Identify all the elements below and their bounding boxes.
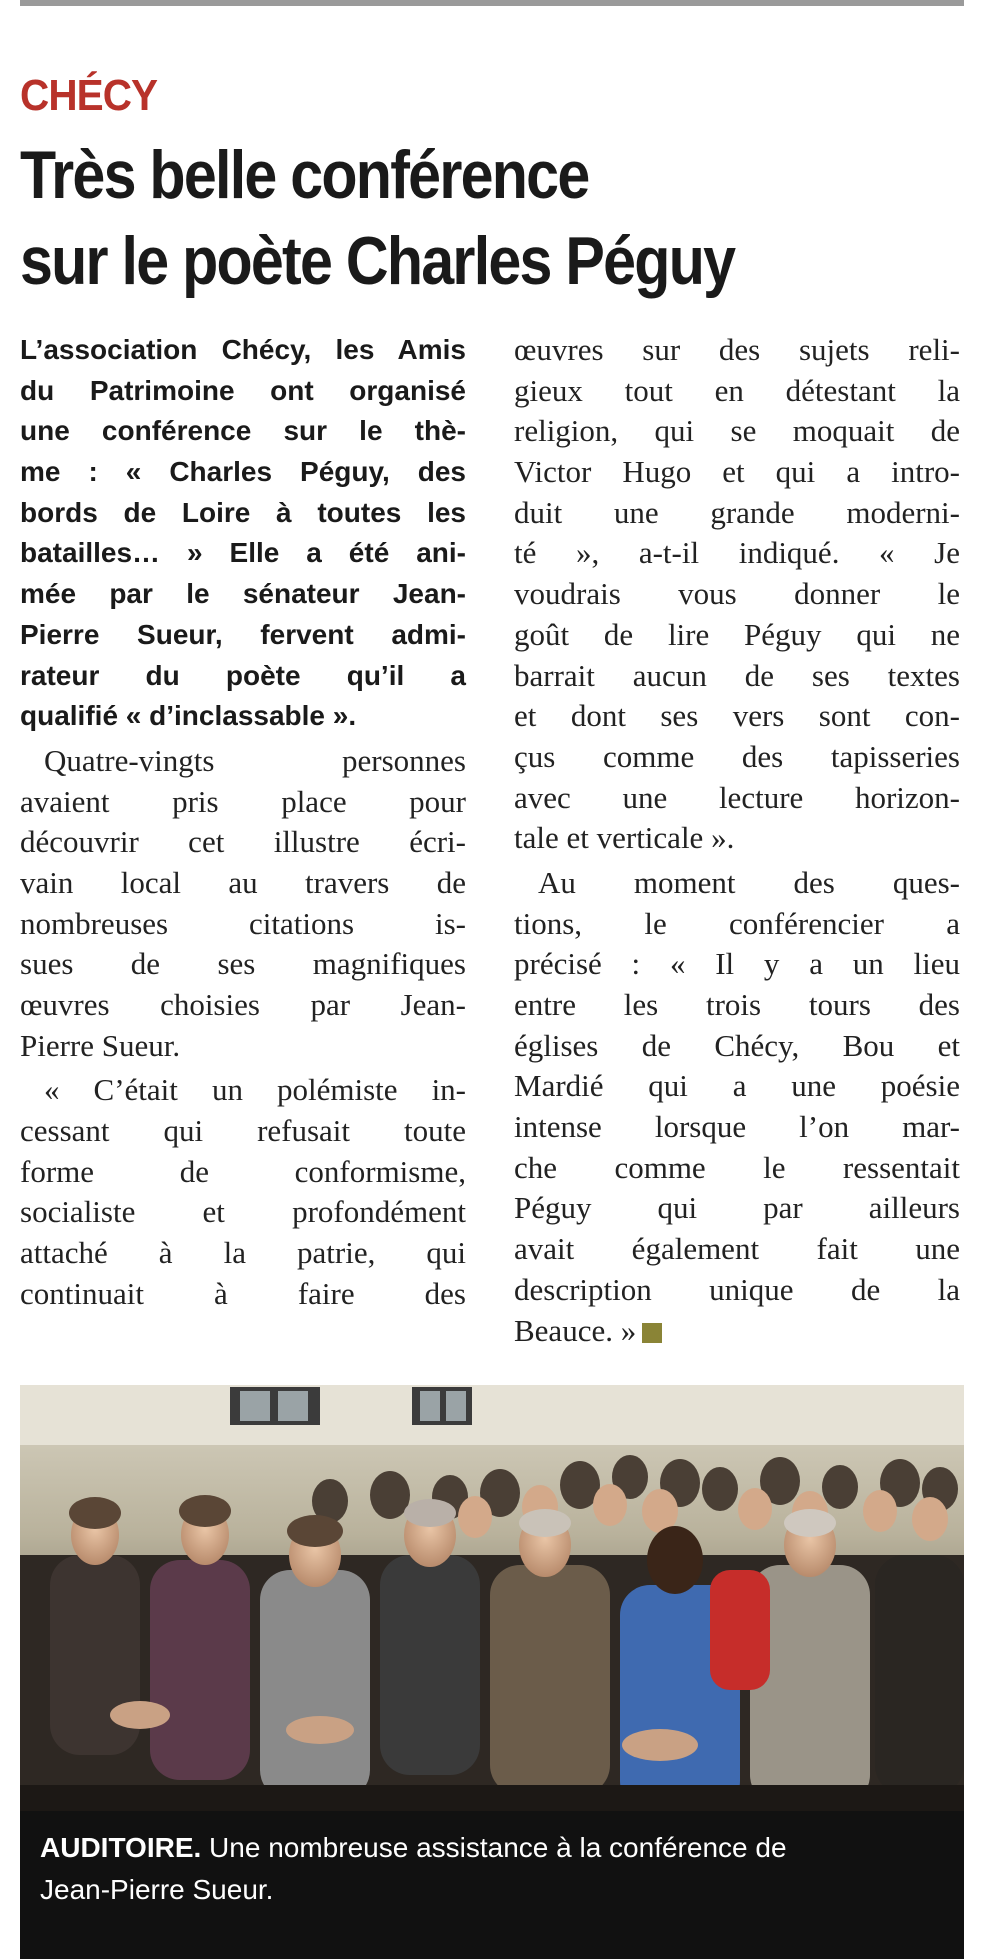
text-line: Mardié qui a une poésie bbox=[514, 1068, 960, 1104]
text-line: précisé : « Il y a un lieu bbox=[514, 946, 960, 982]
text-line: attaché à la patrie, qui bbox=[20, 1235, 466, 1271]
section-kicker: CHÉCY bbox=[20, 71, 158, 120]
lead-paragraph bbox=[20, 330, 466, 737]
text-line: mée par le sénateur Jean- bbox=[20, 578, 466, 610]
text-line: gieux tout en détestant la bbox=[514, 372, 960, 408]
text-line: sues de ses magnifiques bbox=[20, 946, 466, 982]
text-line: églises de Chécy, Bou et bbox=[514, 1027, 960, 1063]
text-line: « C’était un polémiste in- bbox=[44, 1072, 466, 1108]
text-line: socialiste et profondément bbox=[20, 1194, 466, 1230]
text-line: batailles… » Elle a été ani- bbox=[20, 537, 466, 569]
left-column bbox=[20, 330, 466, 1315]
text-line: et dont ses vers sont con- bbox=[514, 698, 960, 734]
caption-line bbox=[40, 1827, 950, 1869]
end-of-article-mark bbox=[642, 1323, 662, 1343]
text-line: découvrir cet illustre écri- bbox=[20, 824, 466, 860]
text-line: rateur du poète qu’il a bbox=[20, 659, 466, 691]
text-line: voudrais vous donner le bbox=[514, 576, 960, 612]
text-line: Victor Hugo et qui a intro- bbox=[514, 454, 960, 490]
text-line: intense lorsque l’on mar- bbox=[514, 1109, 960, 1145]
text-line: vain local au travers de bbox=[20, 864, 466, 900]
text-line: entre les trois tours des bbox=[514, 987, 960, 1022]
text-line: Au moment des ques- bbox=[538, 864, 960, 900]
headline-line: sur le poète Charles Péguy bbox=[20, 223, 735, 299]
text-line: forme de conformisme, bbox=[20, 1153, 466, 1189]
text-line: œuvres choisies par Jean- bbox=[20, 987, 466, 1022]
text-line: duit une grande moderni- bbox=[514, 494, 960, 530]
top-rule bbox=[20, 0, 964, 6]
text-line: çus comme des tapisseries bbox=[514, 738, 960, 774]
text-line: cessant qui refusait toute bbox=[20, 1113, 466, 1149]
body-paragraph bbox=[514, 330, 960, 859]
text-line: avait également fait une bbox=[514, 1231, 960, 1267]
text-line: té », a-t-il indiqué. « Je bbox=[514, 535, 960, 571]
article-headline bbox=[20, 132, 890, 304]
text-line: che comme le ressentait bbox=[514, 1149, 960, 1185]
text-line: avec une lecture horizon- bbox=[514, 779, 960, 815]
text-line bbox=[514, 1311, 960, 1352]
text-line: avaient pris place pour bbox=[20, 783, 466, 819]
text-line: qualifié « d’inclassable ». bbox=[20, 700, 357, 732]
text-line: tale et verticale ». bbox=[514, 820, 735, 856]
text-line: Pierre Sueur, fervent admi- bbox=[20, 618, 466, 650]
text-line: du Patrimoine ont organisé bbox=[20, 374, 466, 406]
text-line: goût de lire Péguy qui ne bbox=[514, 616, 960, 652]
right-column bbox=[514, 330, 960, 1351]
caption-label: AUDITOIRE. bbox=[40, 1832, 202, 1863]
photo-caption bbox=[40, 1827, 950, 1911]
text-line: Quatre-vingts personnes bbox=[44, 742, 466, 778]
body-paragraph bbox=[514, 863, 960, 1351]
text-line: religion, qui se moquait de bbox=[514, 413, 960, 449]
final-text: Beauce. » bbox=[514, 1312, 637, 1348]
audience-photo bbox=[20, 1385, 964, 1811]
text-line: Pierre Sueur. bbox=[20, 1027, 181, 1063]
body-paragraph bbox=[20, 1070, 466, 1314]
body-paragraph bbox=[20, 741, 466, 1067]
text-line: tions, le conférencier a bbox=[514, 905, 960, 941]
text-line: description unique de la bbox=[514, 1271, 960, 1307]
photo-block bbox=[20, 1385, 964, 1959]
text-line: Péguy qui par ailleurs bbox=[514, 1190, 960, 1226]
caption-line: Jean-Pierre Sueur. bbox=[40, 1874, 274, 1905]
text-line: L’association Chécy, les Amis bbox=[20, 334, 466, 365]
text-line: me : « Charles Péguy, des bbox=[20, 456, 466, 488]
text-line: continuait à faire des bbox=[20, 1275, 466, 1311]
text-line: une conférence sur le thè- bbox=[20, 415, 466, 447]
text-line: barrait aucun de ses textes bbox=[514, 657, 960, 693]
text-line: nombreuses citations is- bbox=[20, 905, 466, 941]
caption-text: Une nombreuse assistance à la conférence de bbox=[201, 1832, 787, 1863]
text-line: bords de Loire à toutes les bbox=[20, 496, 466, 528]
text-line: œuvres sur des sujets reli- bbox=[514, 332, 960, 367]
headline-line: Très belle conférence bbox=[20, 137, 589, 213]
